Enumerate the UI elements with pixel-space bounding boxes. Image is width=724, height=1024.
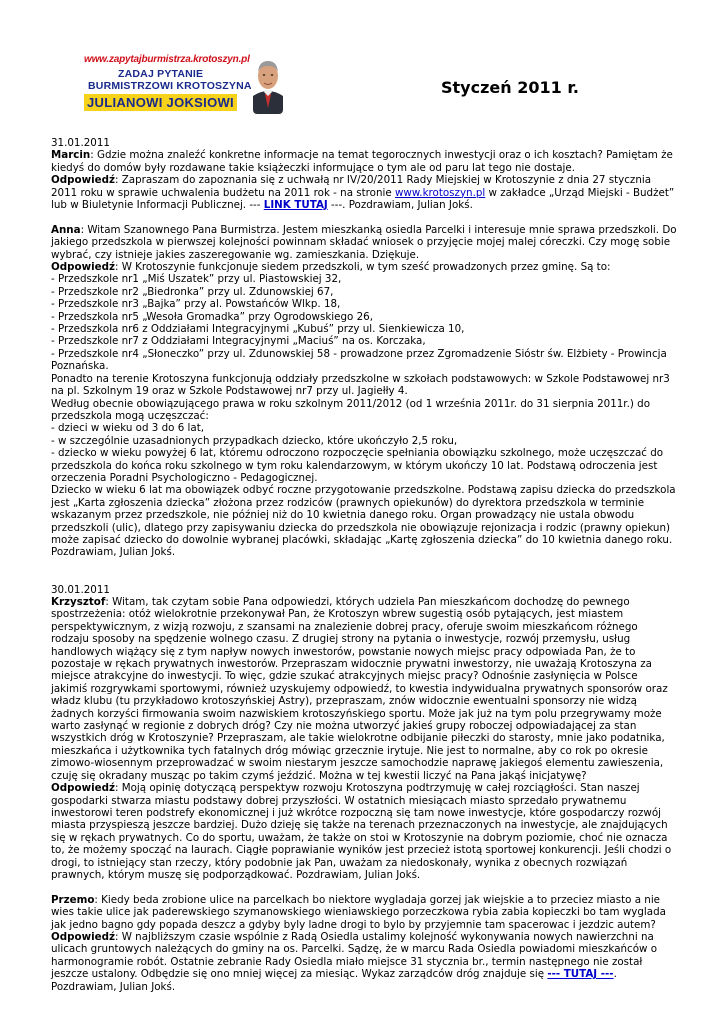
answer-krzysztof: Odpowiedź: Moją opinię dotyczącą perspektyw rozwoju Krotoszyna podtrzymuję w całej rozciągłości. Stan naszej gospodarki stwarza miastu podstawy dobrej przyszłości. W ostatnich miesiącach miasto sprzedało prywatnemu inwestorowi teren podstrefy ekonomicznej i już wkrótce rozpoczną się tam nowe inwestycje, które gospodarczy rozwój miasta przyspieszą jeszcze bardziej. Dużo dzieję się także na terenach przeznaczonych na inwestycje, ale znajdujących się w rękach prywatnych. Co do sportu, uważam, że także on stoi w Krotoszynie na dobrym poziomie, choć nie oznacza to, że możemy spocząć na laurach. Ciągłe poprawianie wyników jest przecież istotą sportowej konkurencji. Jeśli chodzi o drogi, to istniejący stan rzeczy, który podobnie jak Pan, uważam za niedoskonały, wynika z obecnych rozwiązań prawnych, którym muszę się podporządkować. Pozdrawiam, Julian Jokś. (51, 782, 672, 881)
question-text: : Kiedy beda zrobione ulice na parcelkach bo niektore wygladaja gorzej jak wiejskie a to przeciez miasto a nie wies takie ulice jak paderewskiego szymanowskiego wieniawskiego porzeczkowa rybia zabia kopieczki bo tam wyglada jak jedno bagno gdy popada deszcz a gdyby byly ladne drogi to bylo by przyjemnie tam spacerowac i jezdzic autem? (51, 893, 666, 931)
list-item: - Przedszkola nr6 z Oddziałami Integracyjnymi „Kubuś” przy ul. Sienkiewicza 10, (51, 323, 465, 336)
entry-date: 31.01.2011 (51, 137, 110, 149)
list-item: - Przedszkole nr4 „Słoneczko” przy ul. Zdunowskiej 58 - prowadzone przez Zgromadzenie Sióstr św. Elżbiety - Prowincja Poznańska. (51, 347, 667, 373)
list-item: - Przedszkole nr7 z Oddziałami Integracyjnymi „Maciuś” na os. Korczaka, (51, 335, 426, 348)
banner-line-1: ZADAJ PYTANIE (118, 68, 204, 80)
banner-site-url: www.zapytajburmistrza.krotoszyn.pl (84, 54, 250, 65)
author-name: Przemo (51, 893, 95, 906)
question-krzysztof (51, 596, 677, 782)
question-text: : Witam, tak czytam sobie Pana odpowiedzi, których udziela Pan mieszkańcom dochodzę do pewnego spostrzeżenia: otóż wielokrotnie przekonywał Pan, że Krotoszyn wbrew sugestią osób pytających, jest miastem perspektywicznym, z wizją rozwoju, z szansami na znalezienie dobrej pracy, oferuje swoim mieszkańcom różnego rodzaju sposoby na spędzenie wolnego czasu. Z drugiej strony na pytania o inwestycje, rozwój przemysłu, usług handlowych wiążący się z tym napływ nowych inwestorów, powstanie nowych miejsc pracy odpowiada Pan, że to pozostaje w rękach prywatnych inwestorów. Przepraszam widocznie prywatni inwestorzy, nie uważają Krotoszyna za miejsce atrakcyjne do inwestycji. To więc, gdzie szukać atrakcyjnych miejsc pracy? Odnośnie zasłynięcia w Polsce jakimiś rozgrywkami sportowymi, również uzyskujemy odpowiedź, to kwestia indywidualna prywatnych sponsorów oraz władz klubu (tu przykładowo krotoszyńskiej Astry), przepraszam, znów widocznie ewentualni sponsorzy nie widzą żadnych korzyści firmowania swoim nazwiskiem krotoszyńskiego sportu. Może jak już na tym polu przegrywamy może warto zasłynąć w regionie z dobrych dróg? Czy nie można utworzyć jakieś grupy roboczej odpowiadającej za stan wszystkich dróg w Krotoszynie? Przepraszam, ale takie wielokrotne odbijanie piłeczki do starosty, mnie jako podatnika, mieszkańca i użytkownika tych fatalnych dróg mówiąc grzecznie irytuje. Nie jest to normalne, aby co rok po okresie zimowo-wiosennym przeprowadzać w swoim niestarym jeszcze samochodzie naprawę jakiegoś elementu zawieszenia, czuję się okradany musząc po takim czymś jeździć. Można w tej kwestii liczyć na Pana jakąś inicjatywę? (51, 596, 668, 782)
answer-marcin: Odpowiedź: Zapraszam do zapoznania się z uchwałą nr IV/20/2011 Rady Miejskiej w Krotoszynie z dnia 27 stycznia 2011 roku w sprawie uchwalenia budżetu na 2011 rok - na stronie www.krotoszyn.pl w zakładce „Urząd Miejski - Budżet” lub w Biuletynie Informacji Publicznej. --- LINK TUTAJ ---. Pozdrawiam, Julian Jokś. (51, 174, 675, 212)
qa-content (51, 137, 677, 993)
list-item: - Przedszkole nr2 „Biedronka” przy ul. Zdunowskiej 67, (51, 285, 334, 298)
answer-przemo: Odpowiedź: W najbliższym czasie wspólnie z Radą Osiedla ustalimy kolejność wykonywania nowych nawierzchni na ulicach gruntowych należących do gminy na os. Parcelki. Sądzę, że w marcu Rada Osiedla powiadomi mieszkańców o harmonogramie robót. Ostatnie zebranie Rady Osiedla miało miejsce 31 stycznia br., termin następnego nie został jeszcze ustalony. Odbędzie się ono mniej więcej za miesiąc. Wykaz zarządców dróg znajduje się --- TUTAJ ---. Pozdrawiam, Julian Jokś. (51, 930, 657, 993)
answer-label: Odpowiedź (51, 782, 115, 795)
author-name: Anna (51, 223, 81, 236)
list-item: - w szczególnie uzasadnionych przypadkach dziecko, które ukończyło 2,5 roku, (51, 434, 458, 447)
answer-label: Odpowiedź (51, 174, 115, 187)
banner-line-2: BURMISTRZOWI KROTOSZYNA (88, 80, 252, 92)
mayor-portrait-image (253, 56, 283, 114)
answer-label: Odpowiedź (51, 261, 115, 274)
answer-label: Odpowiedź (51, 930, 115, 943)
list-item: - dzieci w wieku od 3 do 6 lat, (51, 422, 205, 435)
paragraph: Dziecko w wieku 6 lat ma obowiązek odbyć roczne przygotowanie przedszkolne. Podstawą zapisu dziecka do przedszkola jest „Karta zgłoszenia dziecka” złożona przez rodziców (prawnych opiekunów) do dyrektora przedszkola w terminie wskazanym przez przedszkole, nie później niż do 10 kwietnia danego roku. Organ prowadzący nie ustala obwodu przedszkoli (ulic), dlatego przy zapisywaniu dziecka do przedszkola nie obowiązuje rejonizacja i rodzic (prawny opiekun) może zapisać dziecko do dowolnie wybranej placówki, składając „Kartę zgłoszenia dziecka” do 10 kwietnia danego roku. Pozdrawiam, Julian Jokś. (51, 484, 676, 559)
question-marcin (51, 149, 677, 174)
krotoszyn-site-link[interactable]: www.krotoszyn.pl (394, 186, 486, 199)
author-name: Marcin (51, 149, 91, 162)
spacer (51, 211, 677, 223)
question-anna (51, 224, 677, 261)
page-title: Styczeń 2011 r. (441, 78, 579, 97)
list-item: - Przedszkole nr1 „Miś Uszatek” przy ul. Piastowskiej 32, (51, 273, 342, 286)
question-przemo (51, 894, 677, 931)
list-item: - dziecko w wieku powyżej 6 lat, któremu odroczono rozpoczęcie spełniania obowiązku szkolnego, może uczęszczać do przedszkola do końca roku szkolnego w tym roku kalendarzowym, w którym ukończy 10 lat. Podstawą odroczenia jest orzeczenia Poradni Psychologiczno - Pedagogicznej. (51, 447, 664, 484)
link-tutaj-roads[interactable]: --- TUTAJ --- (547, 968, 614, 981)
list-item: - Przedszkole nr3 „Bajka” przy al. Powstańców Wlkp. 18, (51, 298, 341, 311)
spacer (51, 881, 677, 893)
answer-anna: Odpowiedź: W Krotoszynie funkcjonuje siedem przedszkoli, w tym sześć prowadzonych przez gminę. Są to: (51, 261, 611, 274)
question-text: : Gdzie można znaleźć konkretne informacje na temat tegorocznych inwestycji oraz o ich kosztach? Pamiętam że kiedyś do domów były rozdawane takie książeczki informujące o tym ale od paru lat tego nie dostaje. (51, 149, 673, 174)
author-name: Krzysztof (51, 596, 106, 608)
question-text: : Witam Szanownego Pana Burmistrza. Jestem mieszkanką osiedla Parcelki i interesuje mnie sprawa przedszkoli. Do jakiego przedszkola w pierwszej kolejności powinnam składać wniosek o przyjęcie mojej malej córeczki. Czy mogę sobie wybrać, czy istnieje jakies zaszeregowanie wg. zamieszkania. Dziękuje. (51, 223, 677, 261)
banner-logo[interactable] (78, 52, 285, 115)
list-item: - Przedszkola nr5 „Wesoła Gromadka” przy Ogrodowskiego 26, (51, 310, 373, 323)
paragraph: Ponadto na terenie Krotoszyna funkcjonują oddziały przedszkolne w szkołach podstawowych: w Szkole Podstawowej nr3 na pl. Szkolnym 19 oraz w Szkole Podstawowej nr7 przy ul. Jagiełły 4. (51, 372, 670, 398)
paragraph: Według obecnie obowiązującego prawa w roku szkolnym 2011/2012 (od 1 września 2011r. do 31 sierpnia 2011r.) do przedszkola mogą uczęszczać: (51, 397, 650, 422)
banner-line-3: JULIANOWI JOKSIOWI (84, 94, 237, 111)
spacer (51, 559, 677, 584)
link-tutaj[interactable]: LINK TUTAJ (263, 199, 328, 212)
entry-date: 30.01.2011 (51, 583, 110, 596)
